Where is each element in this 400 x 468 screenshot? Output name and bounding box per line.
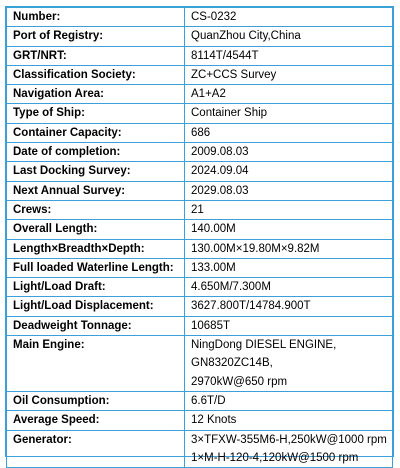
- row-value: 686: [185, 123, 393, 142]
- row-next-annual-survey: [7, 181, 393, 200]
- row-value: 8114T/4544T: [185, 46, 393, 65]
- row-label: Oil Consumption:: [7, 391, 185, 410]
- row-value: 4.650M/7.300M: [185, 278, 393, 297]
- row-value: 21: [185, 200, 393, 219]
- row-number: [7, 8, 393, 27]
- row-value-line: 3×TFXW-355M6-H,250kW@1000 rpm: [191, 433, 387, 446]
- row-label: Port of Registry:: [7, 27, 185, 46]
- row-value: A1+A2: [185, 85, 393, 104]
- row-value: CS-0232: [185, 8, 393, 27]
- row-value-line: NingDong DIESEL ENGINE,: [191, 339, 337, 352]
- row-type-of-ship: [7, 104, 393, 123]
- row-value-line: 1×M-H-120-4,120kW@1500 rpm: [191, 451, 359, 464]
- row-average-speed: [7, 411, 393, 430]
- row-label: Type of Ship:: [7, 104, 185, 123]
- row-navigation-area: [7, 85, 393, 104]
- row-grt-nrt: [7, 46, 393, 65]
- row-label: Length×Breadth×Depth:: [7, 239, 185, 258]
- row-classification-society: [7, 65, 393, 84]
- row-port-of-registry: [7, 27, 393, 46]
- row-value: 12 Knots: [185, 411, 393, 430]
- row-label: Light/Load Displacement:: [7, 297, 185, 316]
- row-label: Container Capacity:: [7, 123, 185, 142]
- row-value: [185, 336, 393, 392]
- row-label: Full loaded Waterline Length:: [7, 258, 185, 277]
- row-generator: [7, 430, 393, 468]
- row-crews: [7, 200, 393, 219]
- row-label: GRT/NRT:: [7, 46, 185, 65]
- row-light-load-displacement: [7, 297, 393, 316]
- row-value: 2009.08.03: [185, 143, 393, 162]
- row-label: Next Annual Survey:: [7, 181, 185, 200]
- row-main-engine: [7, 336, 393, 392]
- row-value: Container Ship: [185, 104, 393, 123]
- row-value: 140.00M: [185, 220, 393, 239]
- row-value-line: 2970kW@650 rpm: [191, 375, 288, 388]
- row-label: Number:: [7, 8, 185, 27]
- row-label: Date of completion:: [7, 143, 185, 162]
- row-value-line: GN8320ZC14B,: [191, 357, 273, 370]
- ship-spec-table: [6, 7, 393, 468]
- row-value: 3627.800T/14784.900T: [185, 297, 393, 316]
- row-value: 10685T: [185, 316, 393, 335]
- ship-spec-sheet: [5, 6, 394, 464]
- row-label: Crews:: [7, 200, 185, 219]
- row-value: [185, 430, 393, 468]
- row-waterline-length: [7, 258, 393, 277]
- row-length-breadth-depth: [7, 239, 393, 258]
- row-label: Overall Length:: [7, 220, 185, 239]
- row-label: Generator:: [7, 430, 185, 468]
- row-value: ZC+CCS Survey: [185, 65, 393, 84]
- row-last-docking-survey: [7, 162, 393, 181]
- row-value: 2029.08.03: [185, 181, 393, 200]
- row-value: 130.00M×19.80M×9.82M: [185, 239, 393, 258]
- row-container-capacity: [7, 123, 393, 142]
- row-deadweight-tonnage: [7, 316, 393, 335]
- row-label: Deadweight Tonnage:: [7, 316, 185, 335]
- row-value: 6.6T/D: [185, 391, 393, 410]
- row-label: Last Docking Survey:: [7, 162, 185, 181]
- row-value: 133.00M: [185, 258, 393, 277]
- row-label: Light/Load Draft:: [7, 278, 185, 297]
- row-label: Average Speed:: [7, 411, 185, 430]
- row-label: Navigation Area:: [7, 85, 185, 104]
- row-light-load-draft: [7, 278, 393, 297]
- row-label: Classification Society:: [7, 65, 185, 84]
- row-date-of-completion: [7, 143, 393, 162]
- row-value: 2024.09.04: [185, 162, 393, 181]
- row-overall-length: [7, 220, 393, 239]
- row-value: QuanZhou City,China: [185, 27, 393, 46]
- row-label: Main Engine:: [7, 336, 185, 392]
- row-oil-consumption: [7, 391, 393, 410]
